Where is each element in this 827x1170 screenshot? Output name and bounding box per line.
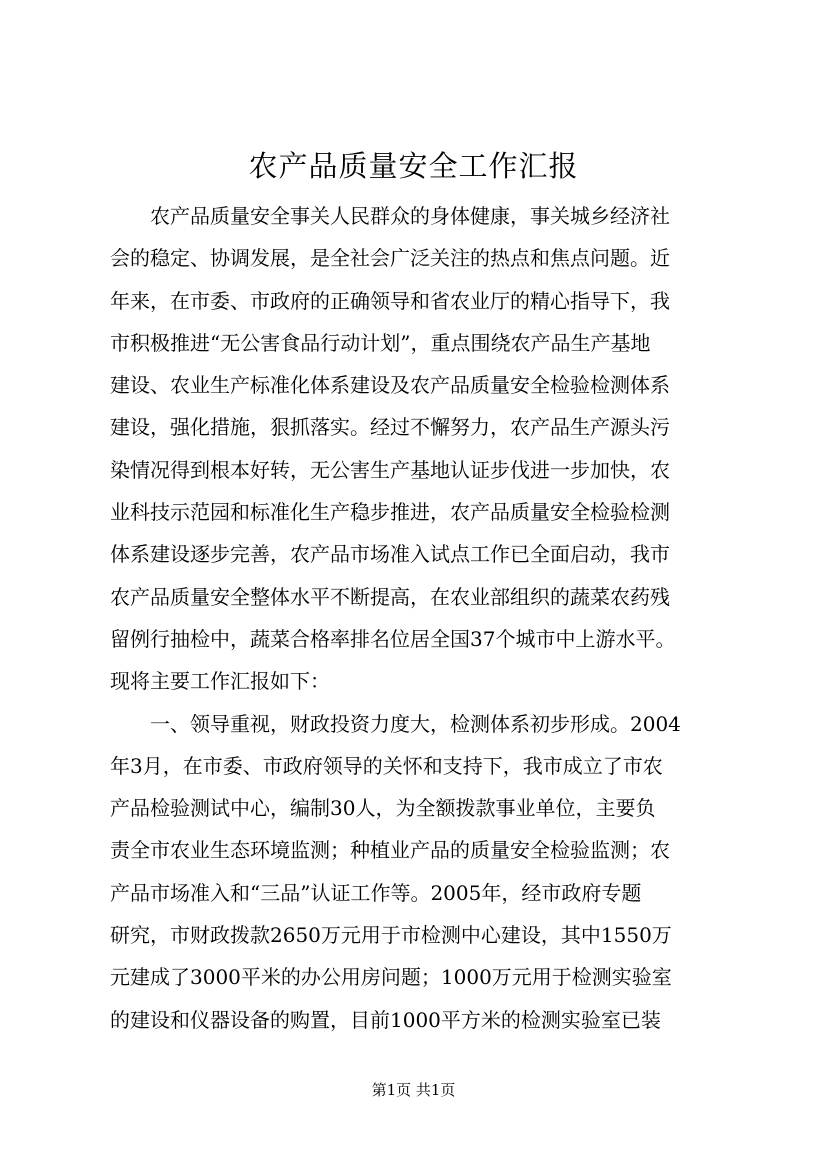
body-line: 责全市农业生态环境监测；种植业产品的质量安全检验监测；农 bbox=[110, 838, 670, 863]
body-line: 年3月，在市委、市政府领导的关怀和支持下，我市成立了市农 bbox=[110, 753, 663, 778]
page-footer: 第1页 共1页 bbox=[371, 1081, 456, 1099]
body-line: 现将主要工作汇报如下： bbox=[110, 669, 330, 694]
body-line: 的建设和仪器设备的购置，目前1000平方米的检测实验室已装 bbox=[110, 1007, 661, 1032]
body-line: 农产品质量安全整体水平不断提高，在农业部组织的蔬菜农药残 bbox=[110, 584, 670, 609]
body-line: 市积极推进“无公害食品行动计划”，重点围绕农产品生产基地 bbox=[110, 330, 651, 355]
body-line: 业科技示范园和标准化生产稳步推进，农产品质量安全检验检测 bbox=[110, 500, 670, 525]
document-title: 农产品质量安全工作汇报 bbox=[248, 149, 579, 183]
body-line: 留例行抽检中，蔬菜合格率排名位居全国37个城市中上游水平。 bbox=[110, 626, 676, 651]
body-line: 建设，强化措施，狠抓落实。经过不懈努力，农产品生产源头污 bbox=[110, 415, 670, 440]
body-line: 会的稳定、协调发展，是全社会广泛关注的热点和焦点问题。近 bbox=[110, 246, 670, 271]
body-line: 产品市场准入和“三品”认证工作等。2005年，经市政府专题 bbox=[110, 880, 642, 905]
body-line: 元建成了3000平米的办公用房问题；1000万元用于检测实验室 bbox=[110, 965, 672, 990]
body-line: 一、领导重视，财政投资力度大，检测体系初步形成。2004 bbox=[110, 711, 681, 736]
document-body bbox=[110, 195, 718, 1041]
body-line: 研究，市财政拨款2650万元用于市检测中心建设，其中1550万 bbox=[110, 923, 672, 948]
body-line: 建设、农业生产标准化体系建设及农产品质量安全检验检测体系 bbox=[110, 373, 670, 398]
body-line: 体系建设逐步完善，农产品市场准入试点工作已全面启动，我市 bbox=[110, 542, 670, 567]
body-line: 染情况得到根本好转，无公害生产基地认证步伐进一步加快，农 bbox=[110, 457, 670, 482]
body-line: 产品检验测试中心，编制30人，为全额拨款事业单位，主要负 bbox=[110, 796, 656, 821]
body-line: 农产品质量安全事关人民群众的身体健康，事关城乡经济社 bbox=[110, 204, 670, 228]
body-line: 年来，在市委、市政府的正确领导和省农业厅的精心指导下，我 bbox=[110, 288, 670, 313]
